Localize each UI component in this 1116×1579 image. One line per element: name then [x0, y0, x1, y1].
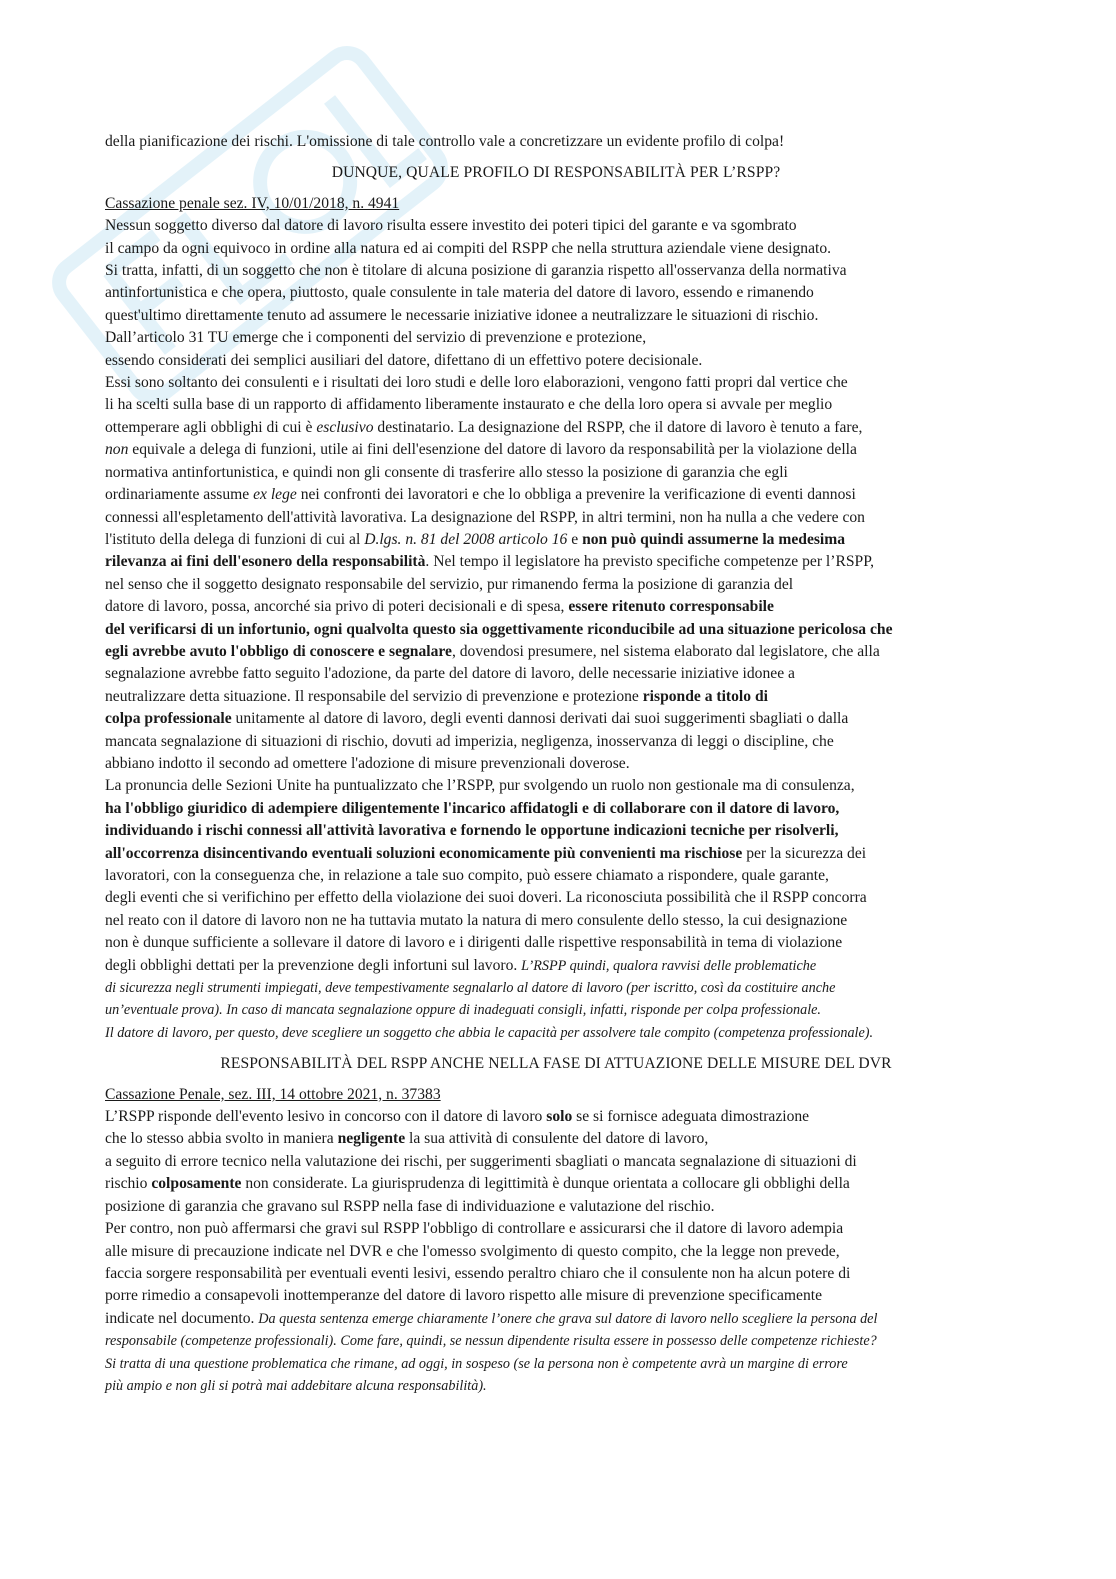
paragraph-line: colpa professionale unitamente al datore di lavoro, degli eventi dannosi derivati dai suoi suggerimenti sbagliati o dalla	[105, 710, 849, 728]
paragraph-line: ha l'obbligo giuridico di adempiere diligentemente l'incarico affidatogli e di collaborare con il datore di lavoro,	[105, 799, 840, 817]
paragraph-line: Il datore di lavoro, per questo, deve scegliere un soggetto che abbia le capacità per assolvere tale compito (competenza professionale).	[105, 1024, 874, 1041]
paragraph-line: a seguito di errore tecnico nella valutazione dei rischi, per suggerimenti sbagliati o mancata segnalazione di situazioni di	[105, 1152, 857, 1170]
heading-rspp-profile: DUNQUE, QUALE PROFILO DI RESPONSABILITÀ PER L’RSPP?	[331, 164, 781, 182]
paragraph-line: neutralizzare detta situazione. Il responsabile del servizio di prevenzione e protezione risponde a titolo di	[105, 687, 768, 705]
paragraph-line: li ha scelti sulla base di un rapporto di affidamento liberamente instaurato e che della loro opera si avvale per meglio	[105, 396, 833, 414]
paragraph-line: connessi all'espletamento dell'attività lavorativa. La designazione del RSPP, in altri termini, non ha nulla a che vedere con	[105, 508, 865, 526]
paragraph-line: non è dunque sufficiente a sollevare il datore di lavoro e i dirigenti dalle rispettive responsabilità in tema di violazione	[105, 934, 843, 952]
document-body	[105, 131, 1007, 1397]
paragraph-line: l'istituto della delega di funzioni di cui al D.lgs. n. 81 del 2008 articolo 16 e non può quindi assumerne la medesima	[105, 530, 846, 548]
paragraph-line: segnalazione avrebbe fatto seguito l'adozione, da parte del datore di lavoro, delle necessarie iniziative idonee a	[105, 665, 795, 683]
paragraph-line: non equivale a delega di funzioni, utile ai fini dell'esenzione del datore di lavoro da responsabilità per la violazione della	[105, 441, 857, 459]
paragraph-line: Nessun soggetto diverso dal datore di lavoro risulta essere investito dei poteri tipici del garante e va sgombrato	[105, 217, 797, 235]
paragraph-line: individuando i rischi connessi all'attività lavorativa e fornendo le opportune indicazioni tecniche per risolverli,	[105, 822, 839, 840]
paragraph-line: essendo considerati dei semplici ausiliari del datore, difettano di un effettivo potere decisionale.	[105, 351, 703, 369]
paragraph-line: responsabile (competenze professionali). Come fare, quindi, se nessun dipendente risulta essere in possesso delle competenze richieste?	[105, 1333, 877, 1350]
paragraph-line: rilevanza ai fini dell'esonero della responsabilità. Nel tempo il legislatore ha previsto specifiche competenze per l’RSPP,	[105, 553, 875, 571]
paragraph-line: ordinariamente assume ex lege nei confronti dei lavoratori e che lo obbliga a prevenire la verificazione di eventi dannosi	[105, 486, 856, 504]
paragraph-line: antinfortunistica e che opera, piuttosto, quale consulente in tale materia del datore di lavoro, essendo e rimanendo	[105, 284, 814, 302]
paragraph-line: rischio colposamente non considerate. La giurisprudenza di legittimità è dunque orientata a collocare gli obblighi della	[105, 1175, 850, 1193]
paragraph-line: più ampio e non gli si potrà mai addebitare alcuna responsabilità).	[105, 1377, 487, 1394]
paragraph-line: indicate nel documento. Da questa sentenza emerge chiaramente l’onere che grava sul datore di lavoro nello scegliere la persona del	[105, 1309, 878, 1327]
paragraph-line: mancata segnalazione di situazioni di rischio, dovuti ad imperizia, negligenza, inosservanza di leggi o discipline, che	[105, 732, 834, 750]
paragraph-line: il campo da ogni equivoco in ordine alla natura ed ai compiti del RSPP che nella struttura aziendale viene designato.	[105, 239, 832, 257]
paragraph-line: all'occorrenza disincentivando eventuali soluzioni economicamente più convenienti ma rischiose per la sicurezza dei	[105, 844, 867, 862]
paragraph-line: Per contro, non può affermarsi che gravi sul RSPP l'obbligo di controllare e assicurarsi che il datore di lavoro adempia	[105, 1220, 844, 1238]
paragraph-line: normativa antinfortunistica, e quindi non gli consente di trasferire allo stesso la posizione di garanzia che egli	[105, 463, 788, 481]
paragraph-line: nel reato con il datore di lavoro non ne ha tuttavia mutato la natura di mero consulente dello stesso, la cui designazione	[105, 911, 848, 929]
paragraph-line: L’RSPP risponde dell'evento lesivo in concorso con il datore di lavoro solo se si fornisce adeguata dimostrazione	[105, 1108, 810, 1126]
intro-line: della pianificazione dei rischi. L'omissione di tale controllo vale a concretizzare un evidente profilo di colpa!	[105, 133, 785, 150]
paragraph-line: datore di lavoro, possa, ancorché sia privo di poteri decisionali e di spesa, essere ritenuto corresponsabile	[105, 598, 774, 616]
paragraph-line: La pronuncia delle Sezioni Unite ha puntualizzato che l’RSPP, pur svolgendo un ruolo non gestionale ma di consulenza,	[105, 777, 855, 795]
paragraph-line: degli obblighi dettati per la prevenzione degli infortuni sul lavoro. L’RSPP quindi, qualora ravvisi delle problematiche	[105, 956, 817, 974]
paragraph-line: ottemperare agli obblighi di cui è esclusivo destinatario. La designazione del RSPP, che il datore di lavoro è tenuto a fare,	[105, 418, 863, 436]
paragraph-line: un’eventuale prova). In caso di mancata segnalazione oppure di inadeguati consigli, infatti, risponde per colpa professionale.	[105, 1002, 821, 1019]
paragraph-line: nel senso che il soggetto designato responsabile del servizio, pur rimanendo ferma la posizione di garanzia del	[105, 575, 794, 593]
heading-rspp-dvr: RESPONSABILITÀ DEL RSPP ANCHE NELLA FASE DI ATTUAZIONE DELLE MISURE DEL DVR	[220, 1055, 892, 1073]
paragraph-line: porre rimedio a consapevoli inottemperanze del datore di lavoro rispetto alle misure di prevenzione specificamente	[105, 1287, 823, 1305]
paragraph-line: posizione di garanzia che gravano sul RSPP nella fase di individuazione e valutazione del rischio.	[105, 1197, 715, 1215]
paragraph-line: lavoratori, con la conseguenza che, in relazione a tale suo compito, può essere chiamato a rispondere, quale garante,	[105, 867, 829, 884]
paragraph-line: abbiano indotto il secondo ad omettere l'adozione di misure prevenzionali doverose.	[105, 754, 630, 772]
paragraph-line: del verificarsi di un infortunio, ogni qualvolta questo sia oggettivamente riconducibile ad una situazione pericolosa che	[105, 620, 893, 638]
paragraph-line: Si tratta, infatti, di un soggetto che non è titolare di alcuna posizione di garanzia rispetto all'osservanza della normativa	[105, 262, 847, 280]
case-reference-4941: Cassazione penale sez. IV, 10/01/2018, n. 4941	[105, 194, 400, 212]
paragraph-line: Dall’articolo 31 TU emerge che i componenti del servizio di prevenzione e protezione,	[105, 329, 647, 347]
paragraph-line: faccia sorgere responsabilità per eventuali eventi lesivi, essendo peraltro chiaro che il consulente non ha alcun potere di	[105, 1264, 851, 1282]
paragraph-line: di sicurezza negli strumenti impiegati, deve tempestivamente segnalarlo al datore di lavoro (per iscritto, così da costituire anche	[105, 980, 836, 997]
paragraph-line: quest'ultimo direttamente tenuto ad assumere le necessarie iniziative idonee a neutralizzare le situazioni di rischio.	[105, 306, 819, 324]
paragraph-line: degli eventi che si verifichino per effetto della violazione dei suoi doveri. La riconosciuta possibilità che il RSPP concorra	[105, 889, 867, 907]
paragraph-line: che lo stesso abbia svolto in maniera negligente la sua attività di consulente del datore di lavoro,	[105, 1130, 709, 1148]
case-reference-37383: Cassazione Penale, sez. III, 14 ottobre 2021, n. 37383	[105, 1085, 441, 1103]
paragraph-line: alle misure di precauzione indicate nel DVR e che l'omesso svolgimento di questo compito, che la legge non prevede,	[105, 1242, 840, 1260]
paragraph-line: Si tratta di una questione problematica che rimane, ad oggi, in sospeso (se la persona non è competente avrà un margine di errore	[105, 1355, 848, 1372]
paragraph-line: Essi sono soltanto dei consulenti e i risultati dei loro studi e delle loro elaborazioni, vengono fatti propri dal vertice che	[105, 374, 848, 392]
paragraph-line: egli avrebbe avuto l'obbligo di conoscere e segnalare, dovendosi presumere, nel sistema elaborato dal legislatore, che alla	[105, 642, 880, 660]
